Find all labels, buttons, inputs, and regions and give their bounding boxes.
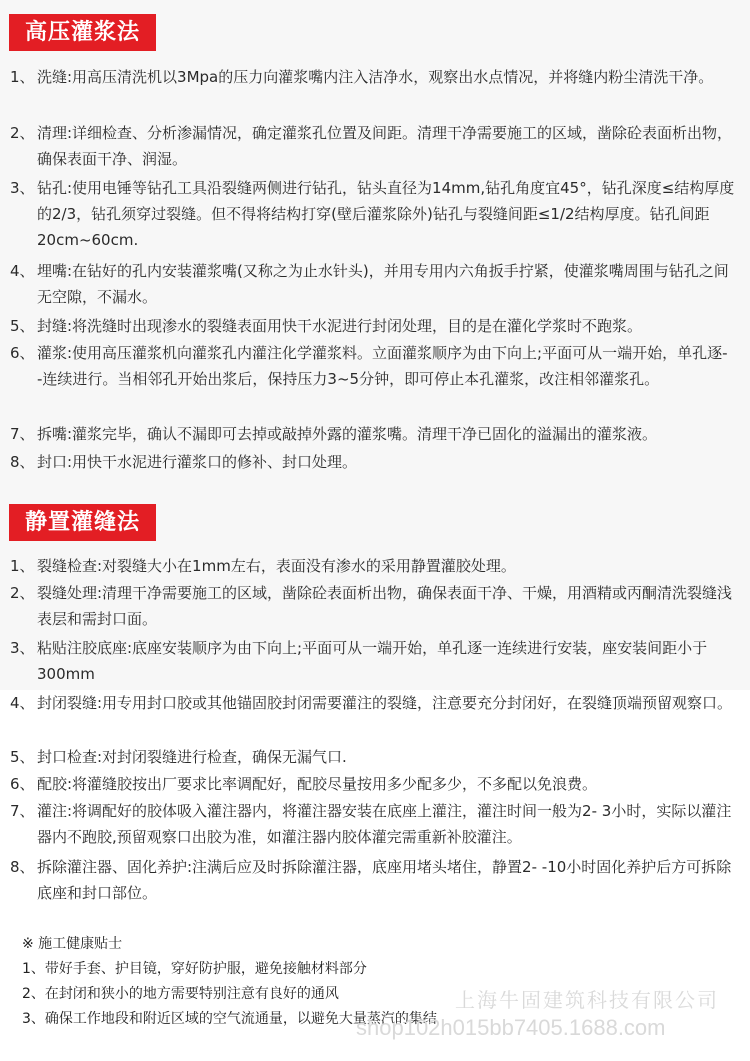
item-text: 裂缝处理:清理干净需要施工的区域，凿除砼表面析出物，确保表面干净、干燥，用酒精或丙酮清洗裂缝浅表层和需封口面。 (37, 584, 733, 628)
item-number: 2、 (10, 584, 35, 602)
item-number: 4、 (10, 262, 35, 280)
item-number: 5、 (10, 317, 35, 335)
list-item (10, 690, 736, 716)
item-number: 8、 (10, 858, 35, 876)
item-text: 封闭裂缝:用专用封口胶或其他锚固胶封闭需要灌注的裂缝，注意要充分封闭好，在裂缝顶端预留观察口。 (37, 694, 733, 712)
section-title-static-filling: 静置灌缝法 (9, 504, 156, 541)
item-text: 封口:用快干水泥进行灌浆口的修补、封口处理。 (37, 453, 358, 471)
item-text: 拆嘴:灌浆完毕，确认不漏即可去掉或敲掉外露的灌浆嘴。清理干净已固化的溢漏出的灌浆液。 (37, 425, 658, 443)
item-text: 洗缝:用高压清洗机以3Mpa的压力向灌浆嘴内注入洁净水，观察出水点情况，并将缝内粉尘清洗干净。 (37, 68, 714, 86)
health-tip-item: 1、带好手套、护目镜，穿好防护服，避免接触材料部分 (22, 961, 367, 977)
item-number: 6、 (10, 775, 35, 793)
list-item (10, 258, 736, 310)
item-number: 5、 (10, 748, 35, 766)
list-item (10, 771, 736, 797)
list-item (10, 580, 736, 632)
item-number: 2、 (10, 124, 35, 142)
item-number: 1、 (10, 557, 35, 575)
item-number: 4、 (10, 694, 35, 712)
item-text: 埋嘴:在钻好的孔内安装灌浆嘴(又称之为止水针头)，并用专用内六角扳手拧紧，使灌浆嘴周围与钻孔之间无空隙，不漏水。 (37, 262, 729, 306)
list-item (10, 744, 736, 770)
list-item (10, 798, 736, 850)
item-number: 3、 (10, 179, 35, 197)
section-title-high-pressure: 高压灌浆法 (9, 14, 156, 51)
list-item (10, 635, 736, 687)
item-number: 7、 (10, 425, 35, 443)
list-item (10, 449, 736, 475)
health-tips-heading: ※ 施工健康贴士 (22, 936, 123, 952)
item-text: 灌浆:使用高压灌浆机向灌浆孔内灌注化学灌浆料。立面灌浆顺序为由下向上;平面可从一端开始，单孔逐- -连续进行。当相邻孔开始出浆后，保持压力3~5分钟，即可停止本孔灌浆，改注相邻灌浆孔。 (37, 344, 728, 388)
list-item (10, 340, 736, 392)
list-item (10, 64, 736, 90)
item-number: 7、 (10, 802, 35, 820)
item-text: 粘贴注胶底座:底座安装顺序为由下向上;平面可从一端开始，单孔逐一连续进行安装，座安装间距小于300mm (37, 639, 708, 683)
watermark-url: shop102h015bb7405.1688.com (356, 1015, 666, 1040)
list-item (10, 421, 736, 447)
list-item (10, 854, 736, 906)
item-number: 8、 (10, 453, 35, 471)
health-tip-item: 3、确保工作地段和附近区域的空气流通量，以避免大量蒸汽的集结 (22, 1011, 437, 1027)
item-text: 拆除灌注器、固化养护:注满后应及时拆除灌注器，底座用堵头堵住，静置2- -10小时固化养护后方可拆除底座和封口部位。 (37, 858, 732, 902)
item-number: 1、 (10, 68, 35, 86)
item-text: 封口检查:对封闭裂缝进行检查，确保无漏气口. (37, 748, 347, 766)
item-number: 6、 (10, 344, 35, 362)
list-item (10, 313, 736, 339)
item-text: 钻孔:使用电锤等钻孔工具沿裂缝两侧进行钻孔，钻头直径为14mm,钻孔角度宜45°，钻孔深度≤结构厚度的2/3，钻孔须穿过裂缝。但不得将结构打穿(壁后灌浆除外)钻孔与裂缝间距≤1/2结构厚度。钻孔间距20cm~60cm. (37, 179, 735, 249)
list-item (10, 120, 736, 172)
item-text: 封缝:将洗缝时出现渗水的裂缝表面用快干水泥进行封闭处理，目的是在灌化学浆时不跑浆。 (37, 317, 643, 335)
list-item (10, 175, 736, 253)
health-tip-item: 2、在封闭和狭小的地方需要特别注意有良好的通风 (22, 986, 339, 1002)
list-item (10, 553, 736, 579)
item-number: 3、 (10, 639, 35, 657)
item-text: 清理:详细检查、分析渗漏情况，确定灌浆孔位置及间距。清理干净需要施工的区域，凿除砼表面析出物，确保表面干净、润湿。 (37, 124, 733, 168)
item-text: 配胶:将灌缝胶按出厂要求比率调配好，配胶尽量按用多少配多少，不多配以免浪费。 (37, 775, 598, 793)
item-text: 灌注:将调配好的胶体吸入灌注器内，将灌注器安装在底座上灌注，灌注时间一般为2- 3小时，实际以灌注器内不跑胶,预留观察口出胶为准，如灌注器内胶体灌完需重新补胶灌注。 (37, 802, 732, 846)
watermark-company: 上海牛固建筑科技有限公司 (455, 990, 719, 1012)
item-text: 裂缝检查:对裂缝大小在1mm左右，表面没有渗水的采用静置灌胶处理。 (37, 557, 516, 575)
